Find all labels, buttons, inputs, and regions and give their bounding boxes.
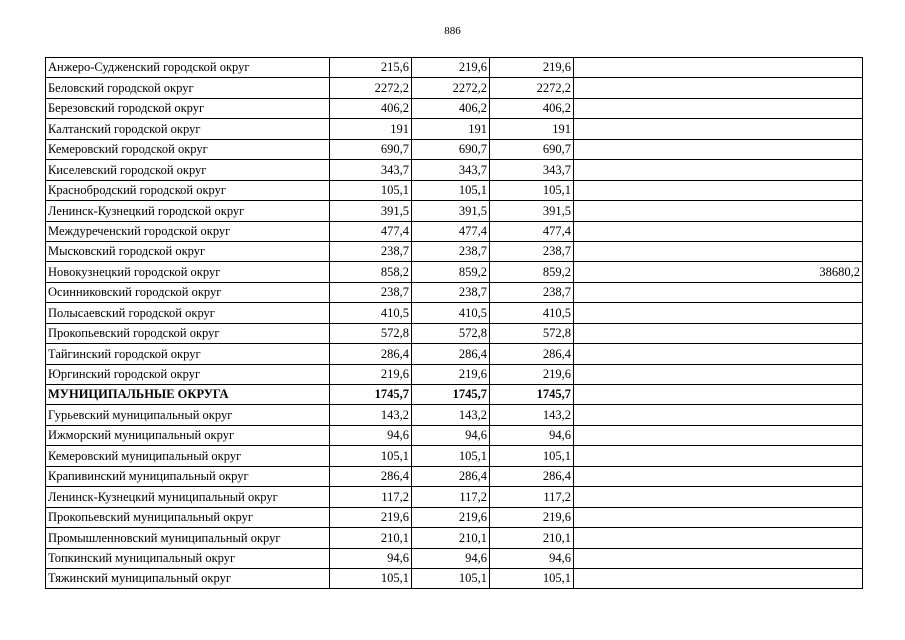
value-2-cell: 406,2 (412, 98, 490, 118)
value-3-cell: 2272,2 (490, 78, 574, 98)
row-name-cell: Ленинск-Кузнецкий муниципальный округ (46, 487, 330, 507)
value-2-cell: 238,7 (412, 282, 490, 302)
table-row (46, 323, 863, 343)
value-1-cell: 191 (330, 119, 412, 139)
value-1-cell: 572,8 (330, 323, 412, 343)
table-row (46, 344, 863, 364)
value-2-cell: 117,2 (412, 487, 490, 507)
row-name-cell: Юргинский городской округ (46, 364, 330, 384)
row-name-cell: Кемеровский городской округ (46, 139, 330, 159)
row-name-cell: Крапивинский муниципальный округ (46, 466, 330, 486)
value-3-cell: 286,4 (490, 344, 574, 364)
value-4-cell (574, 385, 863, 405)
page-number: 886 (444, 25, 461, 37)
value-4-cell (574, 548, 863, 568)
value-4-cell (574, 78, 863, 98)
value-3-cell: 105,1 (490, 568, 574, 588)
value-1-cell: 406,2 (330, 98, 412, 118)
value-2-cell: 105,1 (412, 568, 490, 588)
value-4-cell (574, 282, 863, 302)
value-2-cell: 105,1 (412, 446, 490, 466)
table-row (46, 221, 863, 241)
value-3-cell: 572,8 (490, 323, 574, 343)
row-name-cell: МУНИЦИПАЛЬНЫЕ ОКРУГА (46, 385, 330, 405)
value-4-cell (574, 58, 863, 78)
value-1-cell: 391,5 (330, 201, 412, 221)
row-name-cell: Тяжинский муниципальный округ (46, 568, 330, 588)
row-name-cell: Тайгинский городской округ (46, 344, 330, 364)
value-4-cell (574, 364, 863, 384)
value-3-cell: 191 (490, 119, 574, 139)
table-row (46, 364, 863, 384)
value-4-cell (574, 487, 863, 507)
row-name-cell: Осинниковский городской округ (46, 282, 330, 302)
value-1-cell: 143,2 (330, 405, 412, 425)
value-1-cell: 286,4 (330, 344, 412, 364)
value-2-cell: 1745,7 (412, 385, 490, 405)
value-3-cell: 406,2 (490, 98, 574, 118)
value-2-cell: 238,7 (412, 241, 490, 261)
value-2-cell: 94,6 (412, 425, 490, 445)
row-name-cell: Березовский городской округ (46, 98, 330, 118)
table-row (46, 98, 863, 118)
value-1-cell: 858,2 (330, 262, 412, 282)
table-row (46, 201, 863, 221)
value-3-cell: 690,7 (490, 139, 574, 159)
table-row (46, 180, 863, 200)
value-3-cell: 343,7 (490, 160, 574, 180)
value-2-cell: 859,2 (412, 262, 490, 282)
row-name-cell: Полысаевский городской округ (46, 303, 330, 323)
value-2-cell: 343,7 (412, 160, 490, 180)
table-row (46, 507, 863, 527)
value-4-cell (574, 201, 863, 221)
value-2-cell: 410,5 (412, 303, 490, 323)
value-2-cell: 477,4 (412, 221, 490, 241)
value-3-cell: 238,7 (490, 241, 574, 261)
value-4-cell (574, 528, 863, 548)
value-4-cell (574, 405, 863, 425)
value-4-cell (574, 446, 863, 466)
value-4-cell (574, 221, 863, 241)
row-name-cell: Мысковский городской округ (46, 241, 330, 261)
row-name-cell: Прокопьевский муниципальный округ (46, 507, 330, 527)
value-2-cell: 690,7 (412, 139, 490, 159)
value-1-cell: 238,7 (330, 282, 412, 302)
value-3-cell: 477,4 (490, 221, 574, 241)
value-2-cell: 94,6 (412, 548, 490, 568)
value-3-cell: 105,1 (490, 180, 574, 200)
value-3-cell: 105,1 (490, 446, 574, 466)
value-4-cell (574, 98, 863, 118)
value-1-cell: 286,4 (330, 466, 412, 486)
table-row (46, 282, 863, 302)
value-4-cell (574, 344, 863, 364)
table-row (46, 160, 863, 180)
value-3-cell: 117,2 (490, 487, 574, 507)
value-4-cell (574, 139, 863, 159)
value-2-cell: 219,6 (412, 58, 490, 78)
table-row (46, 446, 863, 466)
value-2-cell: 2272,2 (412, 78, 490, 98)
value-1-cell: 343,7 (330, 160, 412, 180)
row-name-cell: Прокопьевский городской округ (46, 323, 330, 343)
value-2-cell: 219,6 (412, 364, 490, 384)
table-row (46, 548, 863, 568)
value-4-cell (574, 568, 863, 588)
value-1-cell: 117,2 (330, 487, 412, 507)
table-row (46, 139, 863, 159)
value-1-cell: 238,7 (330, 241, 412, 261)
table-row (46, 568, 863, 588)
value-3-cell: 219,6 (490, 364, 574, 384)
value-4-cell (574, 241, 863, 261)
table-row (46, 78, 863, 98)
table-row (46, 405, 863, 425)
value-2-cell: 572,8 (412, 323, 490, 343)
value-2-cell: 391,5 (412, 201, 490, 221)
value-3-cell: 219,6 (490, 507, 574, 527)
value-4-cell (574, 119, 863, 139)
row-name-cell: Кемеровский муниципальный округ (46, 446, 330, 466)
row-name-cell: Ижморский муниципальный округ (46, 425, 330, 445)
row-name-cell: Промышленновский муниципальный округ (46, 528, 330, 548)
row-name-cell: Ленинск-Кузнецкий городской округ (46, 201, 330, 221)
value-1-cell: 105,1 (330, 446, 412, 466)
value-2-cell: 105,1 (412, 180, 490, 200)
table-row (46, 528, 863, 548)
value-4-cell (574, 160, 863, 180)
row-name-cell: Анжеро-Судженский городской округ (46, 58, 330, 78)
value-2-cell: 191 (412, 119, 490, 139)
value-4-cell (574, 425, 863, 445)
value-3-cell: 859,2 (490, 262, 574, 282)
value-3-cell: 286,4 (490, 466, 574, 486)
value-4-cell (574, 180, 863, 200)
row-name-cell: Топкинский муниципальный округ (46, 548, 330, 568)
value-2-cell: 143,2 (412, 405, 490, 425)
row-name-cell: Гурьевский муниципальный округ (46, 405, 330, 425)
value-1-cell: 690,7 (330, 139, 412, 159)
value-2-cell: 219,6 (412, 507, 490, 527)
value-1-cell: 210,1 (330, 528, 412, 548)
value-1-cell: 410,5 (330, 303, 412, 323)
table-row (46, 241, 863, 261)
value-1-cell: 105,1 (330, 568, 412, 588)
table-row (46, 119, 863, 139)
value-3-cell: 143,2 (490, 405, 574, 425)
value-1-cell: 94,6 (330, 425, 412, 445)
row-name-cell: Киселевский городской округ (46, 160, 330, 180)
table-row (46, 425, 863, 445)
value-3-cell: 391,5 (490, 201, 574, 221)
value-4-cell (574, 303, 863, 323)
value-3-cell: 94,6 (490, 548, 574, 568)
value-3-cell: 94,6 (490, 425, 574, 445)
value-2-cell: 286,4 (412, 344, 490, 364)
value-1-cell: 477,4 (330, 221, 412, 241)
value-1-cell: 105,1 (330, 180, 412, 200)
row-name-cell: Калтанский городской округ (46, 119, 330, 139)
row-name-cell: Междуреченский городской округ (46, 221, 330, 241)
table-body (46, 58, 863, 589)
value-1-cell: 1745,7 (330, 385, 412, 405)
value-3-cell: 219,6 (490, 58, 574, 78)
value-1-cell: 219,6 (330, 507, 412, 527)
budget-table (45, 57, 863, 589)
table-row (46, 58, 863, 78)
value-3-cell: 410,5 (490, 303, 574, 323)
value-4-cell: 38680,2 (574, 262, 863, 282)
value-1-cell: 219,6 (330, 364, 412, 384)
value-1-cell: 94,6 (330, 548, 412, 568)
table-row (46, 262, 863, 282)
table-row (46, 303, 863, 323)
value-3-cell: 210,1 (490, 528, 574, 548)
table-row (46, 487, 863, 507)
value-2-cell: 210,1 (412, 528, 490, 548)
value-1-cell: 2272,2 (330, 78, 412, 98)
value-4-cell (574, 466, 863, 486)
value-3-cell: 238,7 (490, 282, 574, 302)
row-name-cell: Краснобродский городской округ (46, 180, 330, 200)
value-2-cell: 286,4 (412, 466, 490, 486)
row-name-cell: Беловский городской округ (46, 78, 330, 98)
value-3-cell: 1745,7 (490, 385, 574, 405)
value-4-cell (574, 323, 863, 343)
value-4-cell (574, 507, 863, 527)
row-name-cell: Новокузнецкий городской округ (46, 262, 330, 282)
table-row (46, 466, 863, 486)
table-section-row (46, 385, 863, 405)
value-1-cell: 215,6 (330, 58, 412, 78)
